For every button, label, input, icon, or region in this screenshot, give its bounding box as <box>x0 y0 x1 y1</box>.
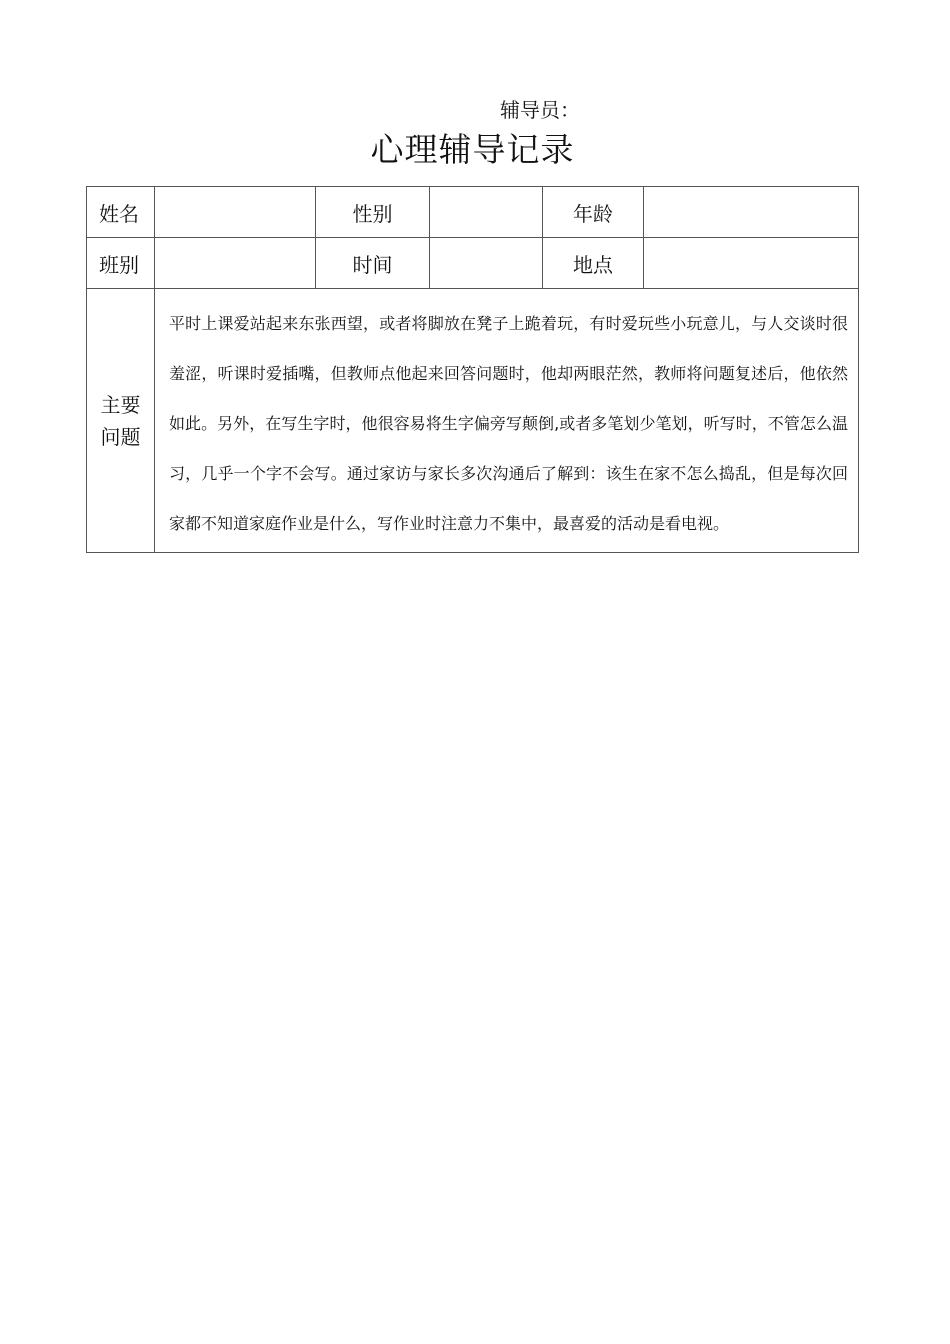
time-label: 时间 <box>316 238 430 289</box>
gender-label: 性别 <box>316 187 430 238</box>
time-field[interactable] <box>430 238 543 289</box>
table-row <box>87 187 859 238</box>
gender-field[interactable] <box>430 187 543 238</box>
counseling-record-table <box>86 186 859 553</box>
age-label: 年龄 <box>543 187 644 238</box>
name-field[interactable] <box>155 187 316 238</box>
place-field[interactable] <box>644 238 859 289</box>
age-field[interactable] <box>644 187 859 238</box>
table-row <box>87 289 859 553</box>
name-label: 姓名 <box>87 187 155 238</box>
class-field[interactable] <box>155 238 316 289</box>
table-row <box>87 238 859 289</box>
place-label: 地点 <box>543 238 644 289</box>
main-problem-text[interactable]: 平时上课爱站起来东张西望，或者将脚放在凳子上跪着玩，有时爱玩些小玩意儿，与人交谈时很羞涩，听课时爱插嘴，但教师点他起来回答问题时，他却两眼茫然，教师将问题复述后，他依然如此。另外，在写生字时，他很容易将生字偏旁写颠倒,或者多笔划少笔划，听写时，不管怎么温习，几乎一个字不会写。通过家访与家长多次沟通后了解到：该生在家不怎么捣乱，但是每次回家都不知道家庭作业是什么，写作业时注意力不集中，最喜爱的活动是看电视。 <box>155 289 859 553</box>
counselor-label: 辅导员： <box>500 98 580 122</box>
page-title: 心理辅导记录 <box>370 130 575 169</box>
class-label: 班别 <box>87 238 155 289</box>
main-problem-label-line1: 主要 <box>100 392 141 417</box>
main-problem-label-line2: 问题 <box>100 424 141 449</box>
main-problem-label <box>87 289 155 553</box>
